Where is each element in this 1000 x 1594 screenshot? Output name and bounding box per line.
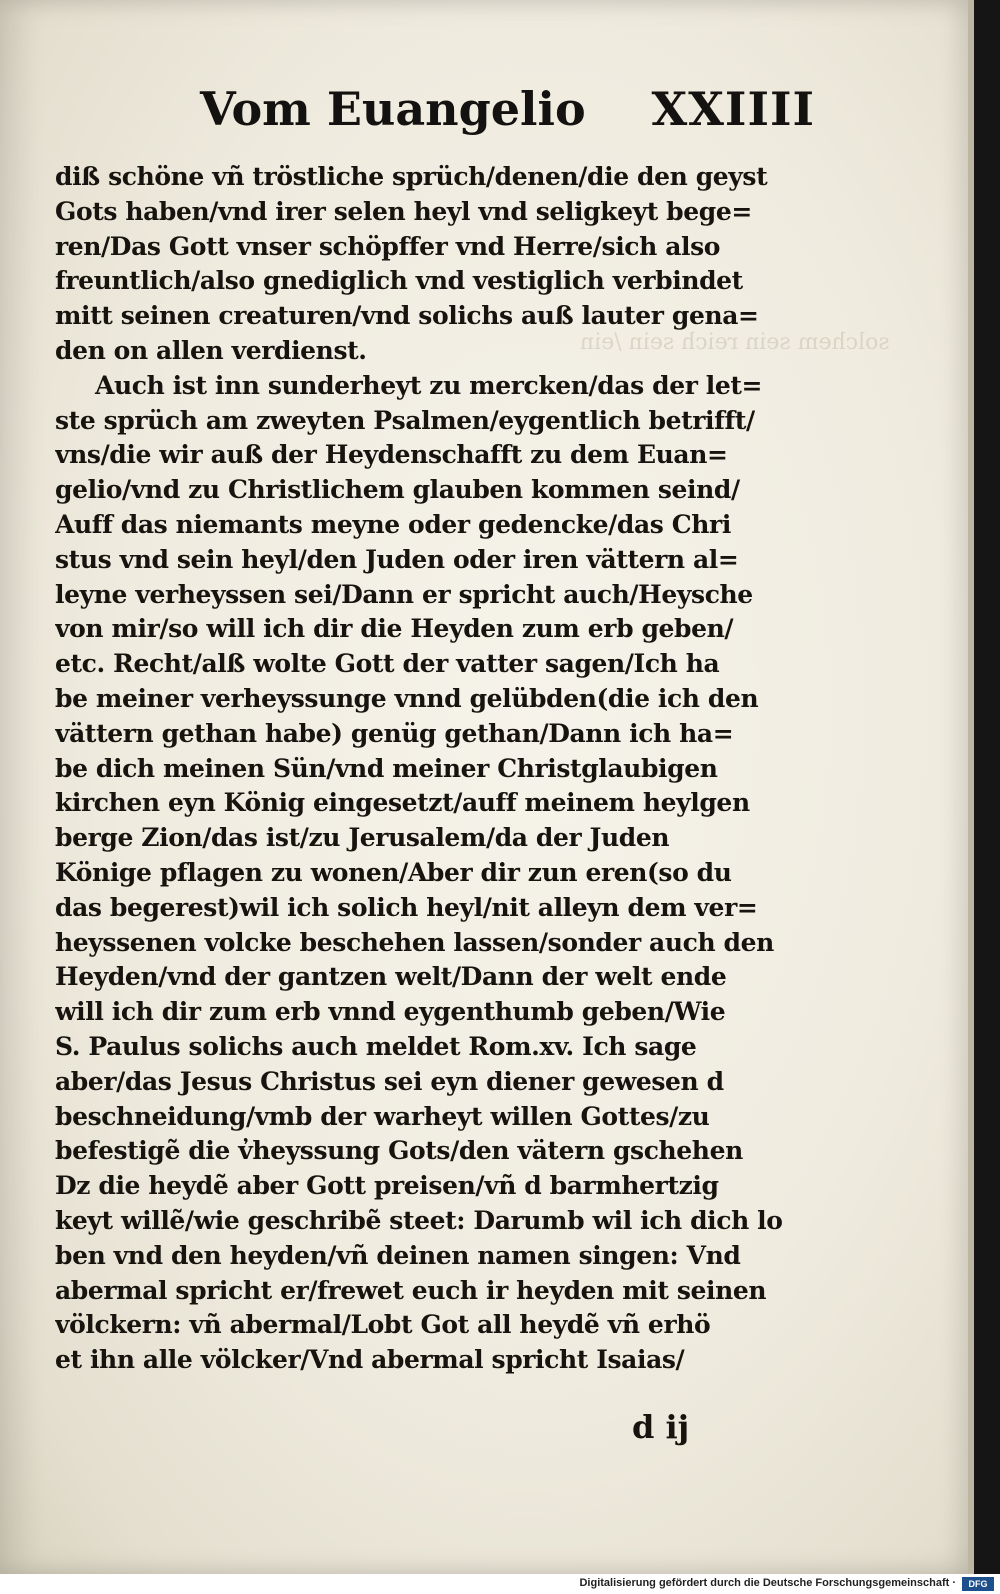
text-line: abermal spricht er/frewet euch ir heyden mit seinen (55, 1275, 767, 1305)
text-line: keyt willẽ/wie geschribẽ steet: Darumb wil ich dich lo (55, 1205, 783, 1235)
text-line: ste sprüch am zweyten Psalmen/eygentlich betrifft/ (55, 405, 755, 435)
text-line: freuntlich/also gnediglich vnd vestiglich verbindet (55, 266, 743, 296)
footer-bar (0, 1574, 1000, 1594)
text-line: Heyden/vnd der gantzen welt/Dann der welt ende (55, 962, 727, 992)
text-line: Auch ist inn sunderheyt zu mercken/das der let= (95, 370, 763, 400)
text-line: gelio/vnd zu Christlichem glauben kommen seind/ (55, 475, 740, 505)
text-line: berge Zion/das ist/zu Jerusalem/da der Juden (55, 823, 670, 853)
text-line: ben vnd den heyden/vñ deinen namen singen: Vnd (55, 1240, 741, 1270)
text-line: vättern gethan habe) genüg gethan/Dann ich ha= (55, 718, 734, 748)
text-line: etc. Recht/alß wolte Gott der vatter sagen/Ich ha (55, 649, 720, 679)
text-line: S. Paulus solichs auch meldet Rom.xv. Ich sage (55, 1031, 697, 1061)
text-line: stus vnd sein heyl/den Juden oder iren vättern al= (55, 544, 739, 574)
text-line: beschneidung/vmb der warheyt willen Gottes/zu (55, 1101, 710, 1131)
text-line: leyne verheyssen sei/Dann er spricht auch/Heysche (55, 579, 753, 609)
text-line: von mir/so will ich dir die Heyden zum erb geben/ (55, 614, 734, 644)
folio-number: XXIIII (651, 82, 815, 136)
text-line: mitt seinen creaturen/vnd solichs auß lauter gena= (55, 301, 759, 331)
text-line: befestigẽ die v̓heyssung Gots/den vätern gschehen (55, 1136, 743, 1166)
text-line: be meiner verheyssunge vnnd gelübden(die ich den (55, 683, 759, 713)
text-line: et ihn alle völcker/Vnd abermal spricht Isaias/ (55, 1345, 685, 1375)
signature-mark: d ij (632, 1408, 690, 1446)
text-line: diß schöne vñ tröstliche sprüch/denen/die den geyst (55, 162, 768, 191)
text-line: den on allen verdienst. (55, 335, 367, 365)
text-line: kirchen eyn König eingesetzt/auff meinem heylgen (55, 788, 750, 818)
text-line: ren/Das Gott vnser schöpffer vnd Herre/sich also (55, 231, 721, 261)
funding-credit: Digitalisierung gefördert durch die Deutsche Forschungsgemeinschaft · (579, 1577, 956, 1589)
text-line: be dich meinen Sün/vnd meiner Christglaubigen (55, 753, 718, 783)
text-line: vns/die wir auß der Heydenschafft zu dem Euan= (55, 440, 728, 470)
text-line: völckern: vñ abermal/Lobt Got all heydẽ vñ erhö (55, 1310, 711, 1340)
dfg-logo[interactable]: DFG (962, 1577, 994, 1591)
text-line: will ich dir zum erb vnnd eygenthumb geben/Wie (55, 997, 726, 1027)
text-line: Auff das niemants meyne oder gedencke/das Chri (55, 509, 731, 539)
running-title: Vom Euangelio (200, 82, 586, 136)
body-text (55, 160, 815, 1378)
text-line: Könige pflagen zu wonen/Aber dir zun eren(so du (55, 857, 732, 887)
page-header (200, 82, 815, 152)
text-line: Gots haben/vnd irer selen heyl vnd seligkeyt bege= (55, 196, 752, 226)
text-line: heyssenen volcke beschehen lassen/sonder auch den (55, 927, 774, 957)
text-line: Dz die heydẽ aber Gott preisen/vñ d barmhertzig (55, 1171, 719, 1201)
text-line: aber/das Jesus Christus sei eyn diener gewesen d (55, 1066, 724, 1096)
show-through-text: solchem sein reich sein /ein (580, 330, 890, 355)
text-line: das begerest)wil ich solich heyl/nit alleyn dem ver= (55, 892, 758, 922)
